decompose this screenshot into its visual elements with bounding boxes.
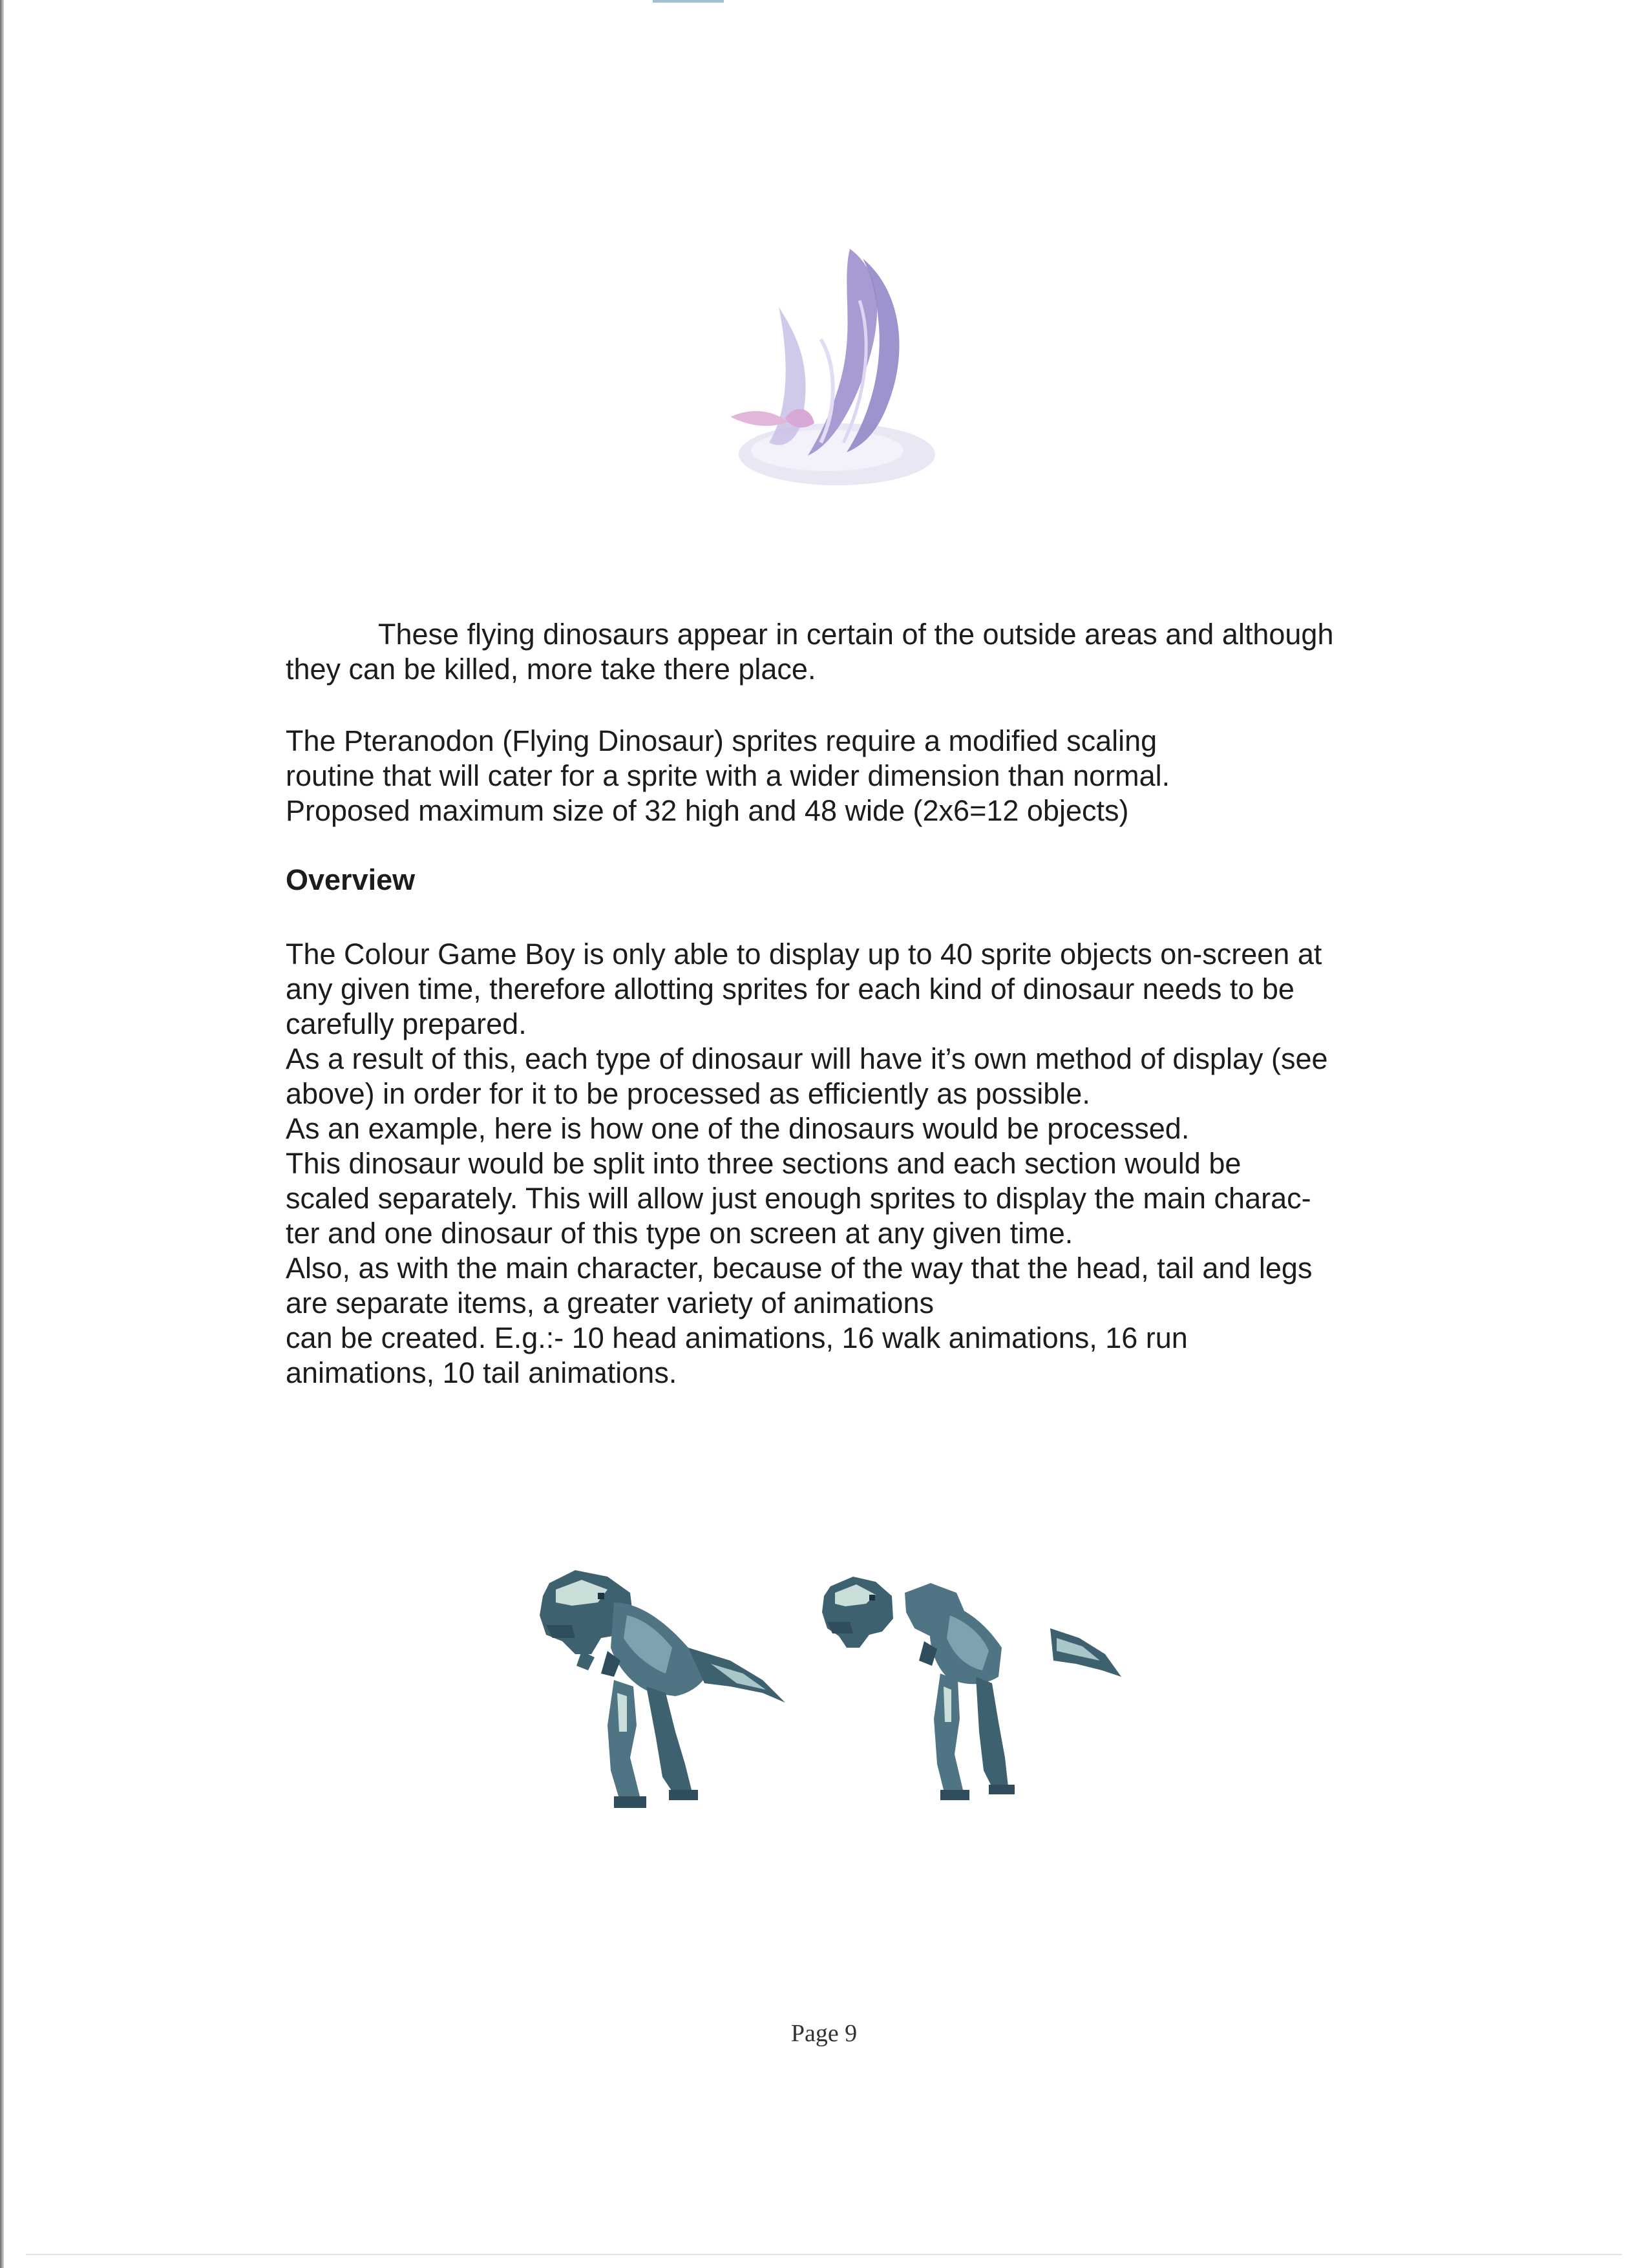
overview-line-8: scaled separately. This will allow just enough sprites to display the main charac- <box>286 1182 1311 1215</box>
pteranodon-line-1: The Pteranodon (Flying Dinosaur) sprites require a modified scaling <box>286 724 1157 757</box>
full-dinosaur-sprite <box>540 1570 785 1808</box>
scan-top-mark <box>653 0 724 3</box>
overview-line-4: As a result of this, each type of dinosaur will have it’s own method of display (see <box>286 1042 1328 1075</box>
overview-line-10: Also, as with the main character, because of the way that the head, tail and legs <box>286 1252 1313 1285</box>
overview-line-3: carefully prepared. <box>286 1007 527 1040</box>
pteranodon-line-3: Proposed maximum size of 32 high and 48 wide (2x6=12 objects) <box>286 794 1129 827</box>
overview-line-2: any given time, therefore allotting sprites for each kind of dinosaur needs to be <box>286 972 1294 1005</box>
overview-line-12: can be created. E.g.:- 10 head animations, 16 walk animations, 16 run <box>286 1321 1188 1354</box>
body-section-foot-back <box>989 1785 1015 1794</box>
body-section-sprite <box>905 1583 1015 1800</box>
overview-line-7: This dinosaur would be split into three sections and each section would be <box>286 1147 1241 1180</box>
intro-line-1: These flying dinosaurs appear in certain of the outside areas and although <box>378 618 1334 651</box>
full-dino-foot-back <box>669 1790 698 1800</box>
page-number: Page 9 <box>790 2020 858 2047</box>
overview-paragraph <box>286 937 1404 1391</box>
head-section-sprite <box>822 1577 893 1648</box>
pteranodon-line-2: routine that will cater for a sprite with a wider dimension than normal. <box>286 759 1170 792</box>
full-dino-foot-front <box>614 1796 646 1808</box>
full-dino-leg-back <box>646 1686 692 1796</box>
intro-paragraph <box>286 617 1404 687</box>
overview-line-5: above) in order for it to be processed as efficiently as possible. <box>286 1077 1090 1110</box>
body-section-leg-highlight <box>944 1686 951 1722</box>
intro-line-2: they can be killed, more take there place. <box>286 653 816 686</box>
body-section-leg-back <box>976 1677 1008 1791</box>
overview-heading: Overview <box>286 863 416 896</box>
overview-line-11: are separate items, a greater variety of animations <box>286 1286 934 1319</box>
tail-section-sprite <box>1050 1628 1121 1677</box>
page-edge-shadow <box>0 0 4 2268</box>
overview-line-6: As an example, here is how one of the dinosaurs would be processed. <box>286 1112 1190 1145</box>
pteranodon-paragraph <box>286 724 1404 828</box>
dinosaur-sprite-breakdown <box>536 1564 1183 1848</box>
full-dino-eye <box>598 1593 604 1599</box>
head-section-eye <box>869 1595 875 1601</box>
pteranodon-beak <box>730 411 788 426</box>
body-section-foot-front <box>940 1790 969 1800</box>
overview-line-1: The Colour Game Boy is only able to display up to 40 sprite objects on-screen at <box>286 938 1322 971</box>
page-bottom-edge <box>26 2254 1622 2255</box>
pteranodon-illustration <box>724 249 956 501</box>
overview-line-9: ter and one dinosaur of this type on screen at any given time. <box>286 1217 1073 1250</box>
overview-line-13: animations, 10 tail animations. <box>286 1356 677 1389</box>
head-section-jaw <box>827 1622 853 1633</box>
